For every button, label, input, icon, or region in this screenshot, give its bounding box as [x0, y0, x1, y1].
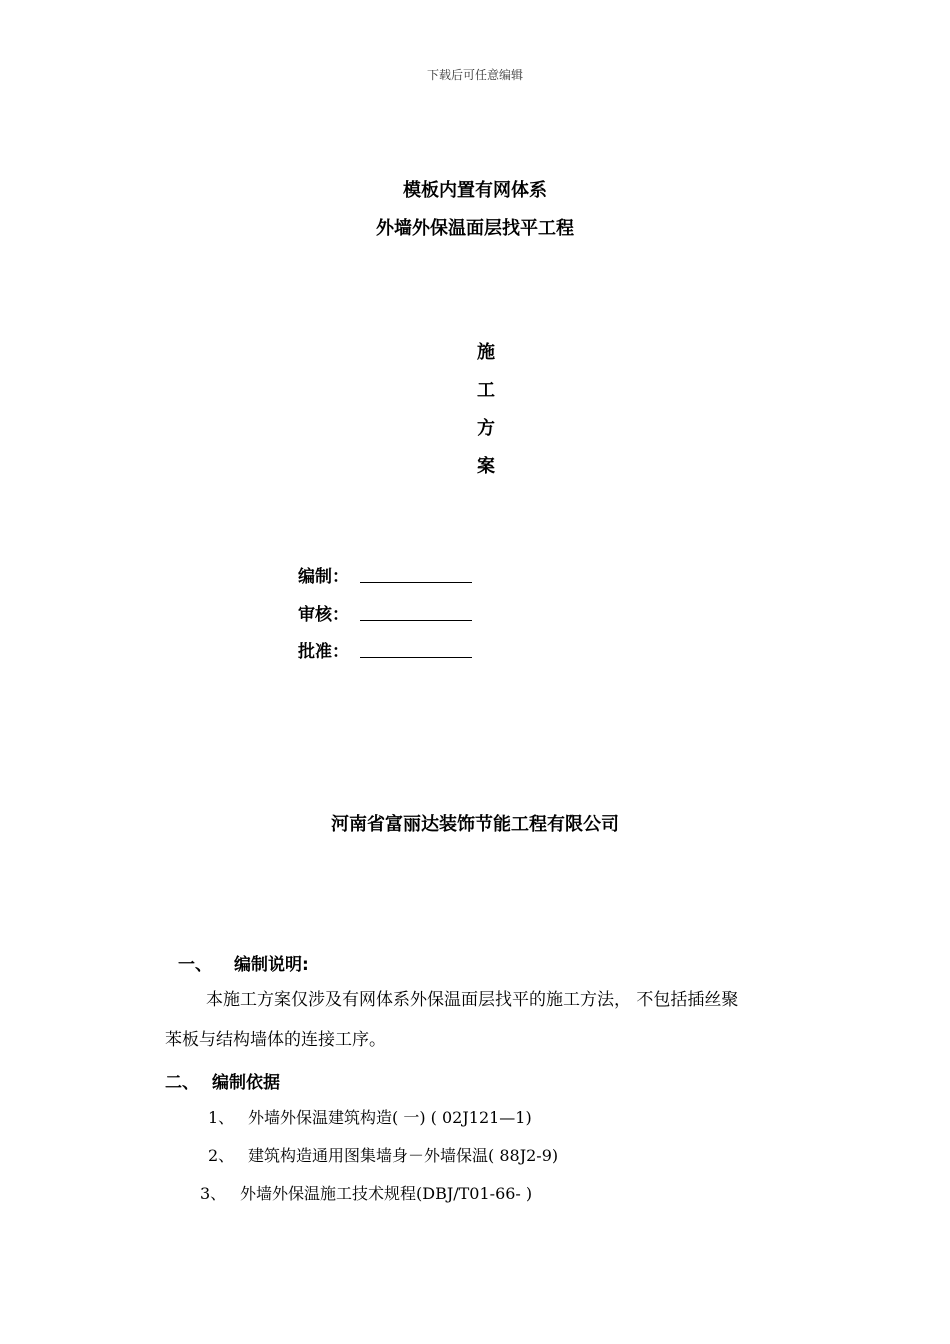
company-name: 河南省富丽达装饰节能工程有限公司	[331, 814, 619, 835]
signature-line[interactable]	[360, 620, 472, 621]
item-text: 外墙外保温施工技术规程(DBJ/T01-66- )	[240, 1184, 533, 1203]
signature-row-compile	[298, 561, 472, 587]
signature-row-approve	[298, 636, 472, 662]
reference-item	[200, 1181, 532, 1204]
doc-type-char: 方	[477, 418, 495, 439]
section-1-heading	[178, 950, 309, 975]
signature-line[interactable]	[360, 657, 472, 658]
signature-label: 审核：	[298, 605, 349, 625]
section-number: 一、	[178, 955, 212, 975]
header-note: 下载后可任意编辑	[426, 68, 523, 82]
doc-type-char: 施	[477, 342, 495, 363]
doc-type-char: 案	[477, 456, 495, 477]
section-title: 编制说明:	[234, 955, 309, 975]
section-number: 二、	[165, 1073, 199, 1093]
signature-row-review	[298, 599, 472, 625]
signature-label: 批准：	[298, 642, 349, 662]
reference-item	[208, 1105, 532, 1128]
signature-label: 编制：	[298, 567, 349, 587]
doc-type-char: 工	[477, 380, 495, 401]
reference-item	[208, 1143, 558, 1166]
title-line-1: 模板内置有网体系	[403, 180, 547, 201]
item-text: 外墙外保温建筑构造( 一) ( 02J121—1)	[248, 1108, 532, 1127]
section-2-heading	[165, 1068, 280, 1093]
section-title: 编制依据	[212, 1073, 280, 1093]
item-number: 3、	[200, 1184, 227, 1203]
title-line-2: 外墙外保温面层找平工程	[376, 218, 574, 239]
item-text: 建筑构造通用图集墙身－外墙保温( 88J2-9)	[248, 1146, 559, 1165]
paragraph-line: 本施工方案仅涉及有网体系外保温面层找平的施工方法， 不包括插丝聚	[206, 990, 739, 1010]
item-number: 1、	[208, 1108, 235, 1127]
paragraph-line: 苯板与结构墙体的连接工序。	[165, 1030, 386, 1050]
signature-line[interactable]	[360, 582, 472, 583]
item-number: 2、	[208, 1146, 235, 1165]
